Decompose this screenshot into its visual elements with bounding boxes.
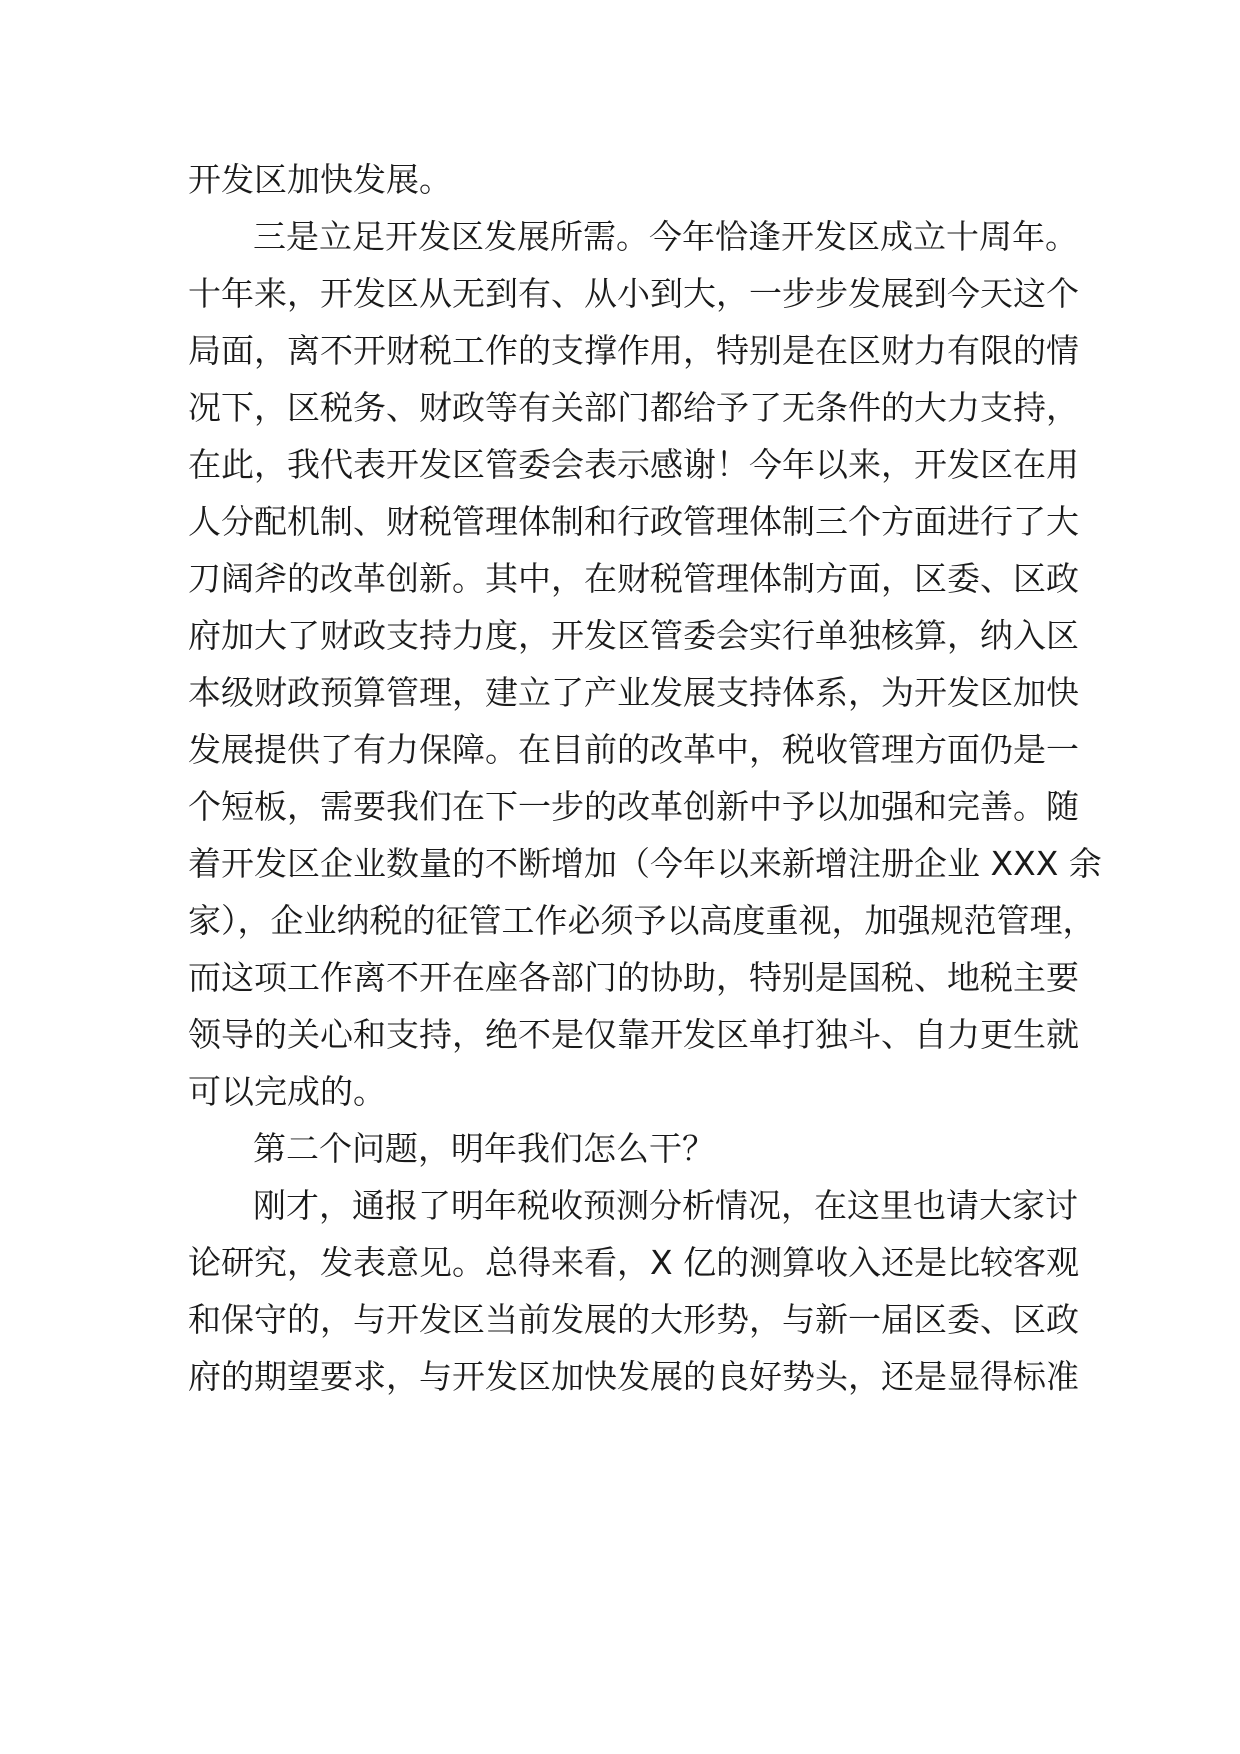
- text-line: 府加大了财政支持力度，开发区管委会实行单独核算，纳入区: [188, 616, 1079, 655]
- text-line: 和保守的，与开发区当前发展的大形势，与新一届区委、区政: [188, 1300, 1079, 1339]
- text-line: 刀阔斧的改革创新。其中，在财税管理体制方面，区委、区政: [188, 559, 1079, 598]
- text-line: 家），企业纳税的征管工作必须予以高度重视，加强规范管理，: [188, 901, 1096, 940]
- paragraph-start-line: 刚才，通报了明年税收预测分析情况，在这里也请大家讨: [253, 1186, 1078, 1225]
- text-line: 领导的关心和支持，绝不是仅靠开发区单打独斗、自力更生就: [188, 1015, 1079, 1054]
- text-line: 府的期望要求，与开发区加快发展的良好势头，还是显得标准: [188, 1357, 1079, 1396]
- text-line: 况下，区税务、财政等有关部门都给予了无条件的大力支持，: [188, 388, 1079, 427]
- text-line: 十年来，开发区从无到有、从小到大，一步步发展到今天这个: [188, 274, 1079, 313]
- section-heading-line: 第二个问题，明年我们怎么干？: [253, 1129, 715, 1168]
- text-line: 论研究，发表意见。总得来看，X 亿的测算收入还是比较客观: [188, 1243, 1080, 1282]
- text-line: 着开发区企业数量的不断增加（今年以来新增注册企业 XXX 余: [188, 844, 1102, 883]
- text-line: 局面，离不开财税工作的支撑作用，特别是在区财力有限的情: [188, 331, 1079, 370]
- text-line: 本级财政预算管理，建立了产业发展支持体系，为开发区加快: [188, 673, 1079, 712]
- text-line: 可以完成的。: [188, 1072, 386, 1111]
- text-line: 人分配机制、财税管理体制和行政管理体制三个方面进行了大: [188, 502, 1079, 541]
- text-line: 而这项工作离不开在座各部门的协助，特别是国税、地税主要: [188, 958, 1079, 997]
- text-line: 个短板，需要我们在下一步的改革创新中予以加强和完善。随: [188, 787, 1079, 826]
- text-line: 在此，我代表开发区管委会表示感谢！今年以来，开发区在用: [188, 445, 1079, 484]
- text-line: 开发区加快发展。: [188, 160, 452, 199]
- paragraph-start-line: 三是立足开发区发展所需。今年恰逢开发区成立十周年。: [253, 217, 1078, 256]
- text-line: 发展提供了有力保障。在目前的改革中，税收管理方面仍是一: [188, 730, 1079, 769]
